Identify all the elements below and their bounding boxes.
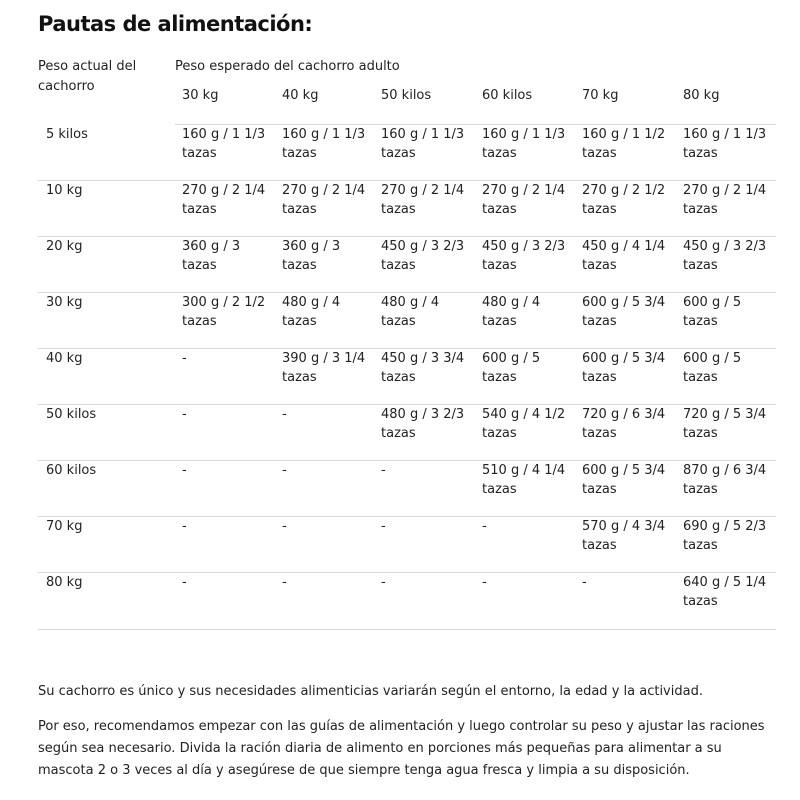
table-cell: 600 g / 5 tazas <box>676 293 776 349</box>
row-label: 20 kg <box>38 237 175 293</box>
table-cell: 160 g / 1 1/3 tazas <box>374 125 475 181</box>
column-header: 70 kg <box>575 86 676 125</box>
table-cell: 450 g / 3 2/3 tazas <box>676 237 776 293</box>
table-cell: 450 g / 3 2/3 tazas <box>374 237 475 293</box>
row-label: 50 kilos <box>38 405 175 461</box>
table-cell: - <box>175 517 275 573</box>
table-cell: - <box>275 573 374 630</box>
table-cell: 270 g / 2 1/4 tazas <box>175 181 275 237</box>
table-cell: 270 g / 2 1/4 tazas <box>475 181 575 237</box>
table-cell: 160 g / 1 1/2 tazas <box>575 125 676 181</box>
table-cell: 160 g / 1 1/3 tazas <box>175 125 275 181</box>
feeding-table <box>38 57 776 630</box>
current-weight-header: Peso actual del cachorro <box>38 59 137 94</box>
table-cell: - <box>175 405 275 461</box>
table-cell: - <box>175 461 275 517</box>
table-cell: 510 g / 4 1/4 tazas <box>475 461 575 517</box>
intro-paragraph: Su cachorro es único y sus necesidades alimenticias variarán según el entorno, la edad y la actividad. <box>38 684 703 699</box>
table-cell: 160 g / 1 1/3 tazas <box>475 125 575 181</box>
table-row <box>38 237 776 293</box>
table-cell: - <box>275 405 374 461</box>
table-cell: 600 g / 5 3/4 tazas <box>575 349 676 405</box>
table-row <box>38 181 776 237</box>
table-row <box>38 517 776 573</box>
column-header: 80 kg <box>676 86 776 125</box>
table-cell: - <box>374 517 475 573</box>
row-label: 40 kg <box>38 349 175 405</box>
table-cell: 600 g / 5 tazas <box>475 349 575 405</box>
table-cell: - <box>175 349 275 405</box>
table-cell: - <box>575 573 676 630</box>
table-cell: 720 g / 6 3/4 tazas <box>575 405 676 461</box>
row-label: 70 kg <box>38 517 175 573</box>
table-cell: - <box>275 461 374 517</box>
table-cell: 300 g / 2 1/2 tazas <box>175 293 275 349</box>
row-label: 60 kilos <box>38 461 175 517</box>
table-cell: 270 g / 2 1/4 tazas <box>275 181 374 237</box>
advice-paragraph: Por eso, recomendamos empezar con las guías de alimentación y luego controlar su peso y ajustar las raciones según sea necesario. Divida la ración diaria de alimento en porciones más pequeñas para alimentar a su mascota 2 o 3 veces al día y asegúrese de que siempre tenga agua fresca y limpia a su disposición. <box>38 719 765 778</box>
table-cell: 160 g / 1 1/3 tazas <box>275 125 374 181</box>
table-cell: - <box>475 517 575 573</box>
table-row <box>38 573 776 630</box>
table-cell: 480 g / 4 tazas <box>374 293 475 349</box>
table-cell: - <box>175 573 275 630</box>
table-row <box>38 293 776 349</box>
table-row <box>38 405 776 461</box>
table-row <box>38 125 776 181</box>
table-cell: 270 g / 2 1/4 tazas <box>374 181 475 237</box>
table-cell: - <box>374 461 475 517</box>
table-cell: 640 g / 5 1/4 tazas <box>676 573 776 630</box>
column-header: 60 kilos <box>475 86 575 125</box>
page-title: Pautas de alimentación: <box>38 12 313 36</box>
table-cell: 600 g / 5 tazas <box>676 349 776 405</box>
table-cell: 570 g / 4 3/4 tazas <box>575 517 676 573</box>
table-cell: 450 g / 3 2/3 tazas <box>475 237 575 293</box>
table-cell: - <box>475 573 575 630</box>
table-cell: 270 g / 2 1/4 tazas <box>676 181 776 237</box>
table-row <box>38 461 776 517</box>
row-label: 5 kilos <box>38 125 175 181</box>
table-cell: 480 g / 4 tazas <box>475 293 575 349</box>
table-cell: 540 g / 4 1/2 tazas <box>475 405 575 461</box>
table-cell: 600 g / 5 3/4 tazas <box>575 293 676 349</box>
table-cell: 270 g / 2 1/2 tazas <box>575 181 676 237</box>
table-cell: 360 g / 3 tazas <box>175 237 275 293</box>
row-label: 80 kg <box>38 573 175 630</box>
table-cell: 450 g / 3 3/4 tazas <box>374 349 475 405</box>
column-header: 50 kilos <box>374 86 475 125</box>
table-cell: - <box>374 573 475 630</box>
column-header: 40 kg <box>275 86 374 125</box>
table-cell: 720 g / 5 3/4 tazas <box>676 405 776 461</box>
table-header-row <box>38 57 776 86</box>
table-cell: 480 g / 4 tazas <box>275 293 374 349</box>
table-cell: 690 g / 5 2/3 tazas <box>676 517 776 573</box>
table-cell: 450 g / 4 1/4 tazas <box>575 237 676 293</box>
row-label: 30 kg <box>38 293 175 349</box>
row-label: 10 kg <box>38 181 175 237</box>
table-cell: 160 g / 1 1/3 tazas <box>676 125 776 181</box>
table-cell: 360 g / 3 tazas <box>275 237 374 293</box>
table-body <box>38 125 776 630</box>
table-cell: 480 g / 3 2/3 tazas <box>374 405 475 461</box>
table-cell: 600 g / 5 3/4 tazas <box>575 461 676 517</box>
table-cell: 870 g / 6 3/4 tazas <box>676 461 776 517</box>
table-row <box>38 349 776 405</box>
table-cell: 390 g / 3 1/4 tazas <box>275 349 374 405</box>
column-header: 30 kg <box>175 86 275 125</box>
expected-weight-header: Peso esperado del cachorro adulto <box>175 59 400 74</box>
table-cell: - <box>275 517 374 573</box>
